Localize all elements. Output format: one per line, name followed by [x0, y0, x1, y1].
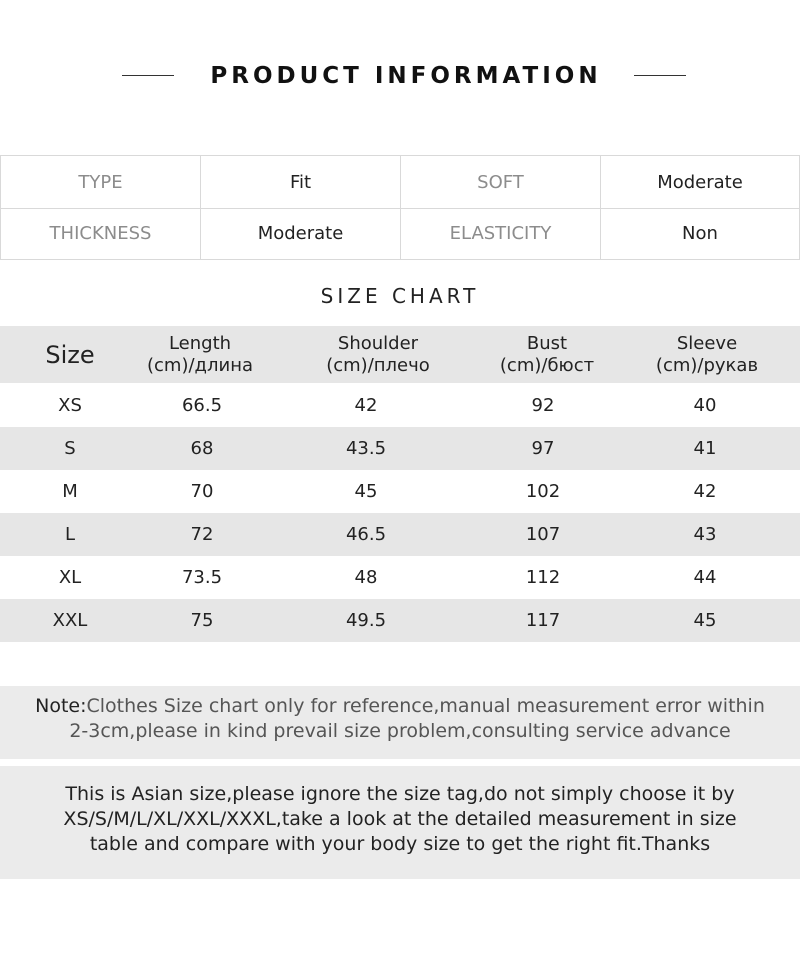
asian-note-line-3: table and compare with your body size to get the right fit.Thanks: [89, 833, 711, 855]
cell-size: M: [62, 481, 78, 502]
header-sleeve-unit: (cm)/рукав: [655, 354, 759, 376]
cell-size: XXL: [52, 610, 88, 631]
size-chart-header-row: [0, 326, 800, 383]
cell-shoulder: 45: [354, 481, 378, 502]
header-bust-label: Bust: [526, 332, 568, 354]
asian-note-line-1: This is Asian size,please ignore the size tag,do not simply choose it by: [65, 783, 735, 805]
cell-length: 72: [190, 524, 214, 545]
header-shoulder-label: Shoulder: [337, 332, 419, 354]
table-row: [0, 556, 800, 599]
cell-sleeve: 42: [693, 481, 717, 502]
cell-bust: 102: [525, 481, 561, 502]
cell-length: 68: [190, 438, 214, 459]
info-value-soft: Moderate: [600, 156, 800, 208]
header-size-label: Size: [45, 340, 95, 369]
cell-shoulder: 46.5: [345, 524, 387, 545]
cell-sleeve: 40: [693, 395, 717, 416]
cell-length: 66.5: [181, 395, 223, 416]
product-information-header: [0, 58, 800, 94]
table-row: [0, 384, 800, 427]
header-sleeve-label: Sleeve: [676, 332, 738, 354]
cell-bust: 92: [531, 395, 555, 416]
header-size: [20, 326, 120, 383]
info-value-elasticity: Non: [600, 208, 800, 259]
info-label-soft: SOFT: [400, 156, 600, 208]
table-row: [0, 513, 800, 556]
cell-bust: 117: [525, 610, 561, 631]
cell-shoulder: 49.5: [345, 610, 387, 631]
cell-shoulder: 48: [354, 567, 378, 588]
note-text-2: 2-3cm,please in kind prevail size problem,consulting service advance: [69, 720, 731, 742]
cell-length: 75: [190, 610, 214, 631]
header-shoulder-unit: (cm)/плечо: [326, 354, 430, 376]
cell-sleeve: 41: [693, 438, 717, 459]
cell-sleeve: 43: [693, 524, 717, 545]
cell-sleeve: 45: [693, 610, 717, 631]
cell-length: 70: [190, 481, 214, 502]
measurement-note: [0, 686, 800, 759]
size-chart-title: SIZE CHART: [320, 284, 480, 308]
info-row: [0, 156, 800, 209]
cell-shoulder: 43.5: [345, 438, 387, 459]
info-label-elasticity: ELASTICITY: [400, 208, 600, 259]
cell-length: 73.5: [181, 567, 223, 588]
table-row: [0, 599, 800, 642]
note-line-1: [0, 694, 800, 719]
header-length: [125, 326, 275, 383]
cell-bust: 112: [525, 567, 561, 588]
cell-size: XS: [58, 395, 82, 416]
info-label-type: TYPE: [0, 156, 200, 208]
cell-size: S: [64, 438, 76, 459]
cell-shoulder: 42: [354, 395, 378, 416]
note-text-1: Clothes Size chart only for reference,manual measurement error within: [86, 695, 765, 717]
cell-sleeve: 44: [693, 567, 717, 588]
header-shoulder: [293, 326, 463, 383]
asian-note-line-2: XS/S/M/L/XL/XXL/XXXL,take a look at the detailed measurement in size: [63, 808, 737, 830]
header-bust: [472, 326, 622, 383]
header-length-label: Length: [168, 332, 232, 354]
header-bust-unit: (cm)/бюст: [499, 354, 595, 376]
header-length-unit: (cm)/длина: [147, 354, 253, 376]
header-sleeve: [632, 326, 782, 383]
asian-size-note: [0, 766, 800, 879]
table-row: [0, 427, 800, 470]
cell-size: XL: [58, 567, 82, 588]
info-label-thickness: THICKNESS: [0, 208, 200, 259]
cell-size: L: [64, 524, 76, 545]
note-label: Note:: [35, 695, 87, 717]
table-row: [0, 470, 800, 513]
cell-bust: 107: [525, 524, 561, 545]
header-right-rule: [634, 75, 686, 76]
info-value-type: Fit: [200, 156, 400, 208]
page-title: PRODUCT INFORMATION: [210, 63, 602, 89]
info-row: [0, 208, 800, 259]
info-value-thickness: Moderate: [200, 208, 400, 259]
cell-bust: 97: [531, 438, 555, 459]
product-info-table: [0, 155, 800, 260]
